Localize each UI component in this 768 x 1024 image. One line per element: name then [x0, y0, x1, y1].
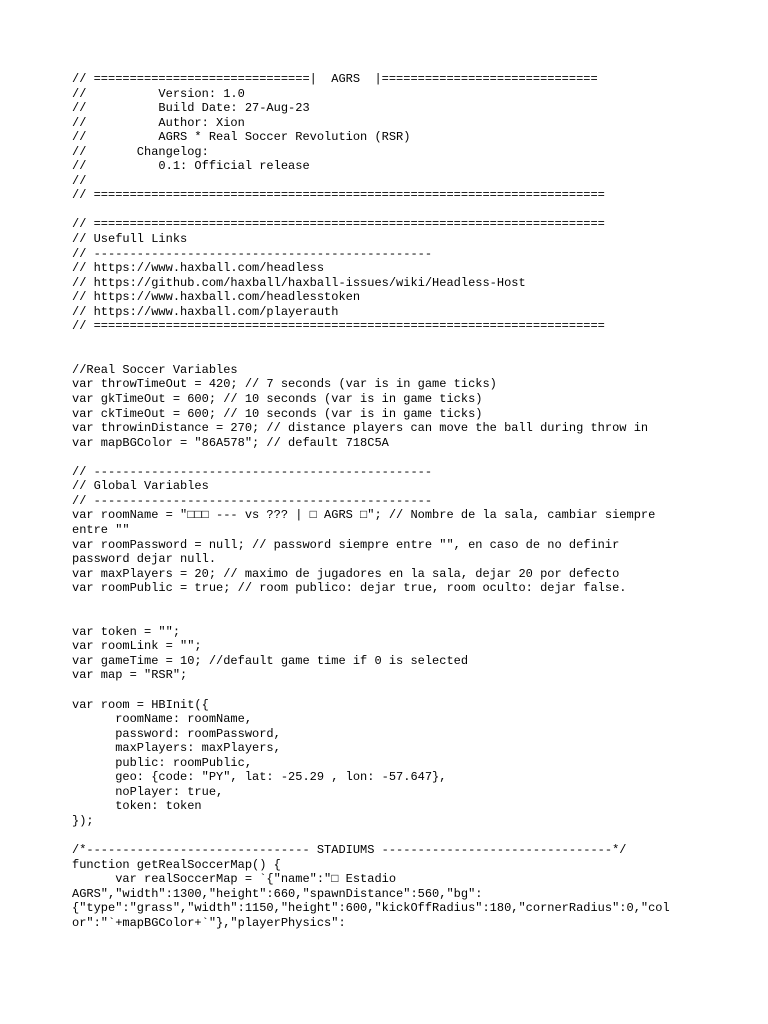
code-line: // Changelog: [72, 144, 209, 159]
code-line: /*------------------------------- STADIUMS --------------------------------*/ [72, 842, 627, 857]
code-line: var token = ""; [72, 624, 181, 639]
code-line: // https://www.haxball.com/playerauth [72, 304, 339, 319]
code-line: var room = HBInit({ [72, 697, 209, 712]
code-line: // Global Variables [72, 479, 209, 494]
code-line: token: token [72, 799, 202, 814]
code-line: // ======================================================================= [72, 319, 605, 334]
code-line [72, 450, 702, 465]
code-line: var throwTimeOut = 420; // 7 seconds (var is in game ticks) [72, 377, 497, 392]
code-line: var gameTime = 10; //default game time if 0 is selected [72, 653, 469, 668]
code-line: var roomPassword = null; // password siempre entre "", en caso de no definir [72, 537, 620, 552]
code-line: var roomName = "□□□ --- vs ??? | □ AGRS □"; // Nombre de la sala, cambiar siempre [72, 508, 656, 523]
code-line: var mapBGColor = "86A578"; // default 718C5A [72, 435, 389, 450]
code-line: // ----------------------------------------------- [72, 246, 433, 261]
code-line: maxPlayers: maxPlayers, [72, 741, 281, 756]
code-line: roomName: roomName, [72, 712, 253, 727]
code-line: var roomLink = ""; [72, 639, 202, 654]
code-line: // ======================================================================= [72, 188, 605, 203]
code-line: // ==============================| AGRS |============================== [72, 72, 598, 86]
code-line [72, 334, 702, 349]
code-line: var throwinDistance = 270; // distance players can move the ball during throw in [72, 421, 649, 436]
code-line: // Build Date: 27-Aug-23 [72, 101, 310, 116]
code-line: password: roomPassword, [72, 726, 281, 741]
code-line: public: roomPublic, [72, 755, 253, 770]
code-line: {"type":"grass","width":1150,"height":600,"kickOffRadius":180,"cornerRadius":0,"col [72, 901, 670, 916]
code-line [72, 828, 702, 843]
code-line: geo: {code: "PY", lat: -25.29 , lon: -57.647}, [72, 770, 447, 785]
code-line: //Real Soccer Variables [72, 362, 238, 377]
code-line: // https://github.com/haxball/haxball-issues/wiki/Headless-Host [72, 275, 526, 290]
code-listing [72, 72, 702, 930]
code-line: }); [72, 813, 94, 828]
code-line: entre "" [72, 522, 130, 537]
code-line: password dejar null. [72, 552, 217, 567]
code-line: // ----------------------------------------------- [72, 493, 433, 508]
code-line: function getRealSoccerMap() { [72, 857, 281, 872]
code-line: // ----------------------------------------------- [72, 464, 433, 479]
code-line: var gkTimeOut = 600; // 10 seconds (var is in game ticks) [72, 392, 483, 407]
code-line: // Usefull Links [72, 232, 188, 247]
code-line: var ckTimeOut = 600; // 10 seconds (var is in game ticks) [72, 406, 483, 421]
code-line: var roomPublic = true; // room publico: dejar true, room oculto: dejar false. [72, 581, 627, 596]
code-line: // https://www.haxball.com/headlesstoken [72, 290, 361, 305]
code-line [72, 683, 702, 698]
code-line [72, 348, 702, 363]
code-line: // AGRS * Real Soccer Revolution (RSR) [72, 130, 411, 145]
code-line: // Author: Xion [72, 115, 245, 130]
code-line: var map = "RSR"; [72, 668, 188, 683]
code-line: or":"`+mapBGColor+`"},"playerPhysics": [72, 915, 346, 930]
code-line: AGRS","width":1300,"height":660,"spawnDistance":560,"bg": [72, 886, 483, 901]
code-line: noPlayer: true, [72, 784, 224, 799]
code-line [72, 610, 702, 625]
code-line: // 0.1: Official release [72, 159, 310, 174]
code-line [72, 596, 702, 611]
code-line [72, 203, 702, 218]
code-line: var maxPlayers = 20; // maximo de jugadores en la sala, dejar 20 por defecto [72, 566, 620, 581]
code-line: // ======================================================================= [72, 217, 605, 232]
code-line: // https://www.haxball.com/headless [72, 261, 325, 276]
code-line: // [72, 173, 87, 188]
code-line: var realSoccerMap = `{"name":"□ Estadio [72, 872, 397, 887]
code-line: // Version: 1.0 [72, 86, 245, 101]
